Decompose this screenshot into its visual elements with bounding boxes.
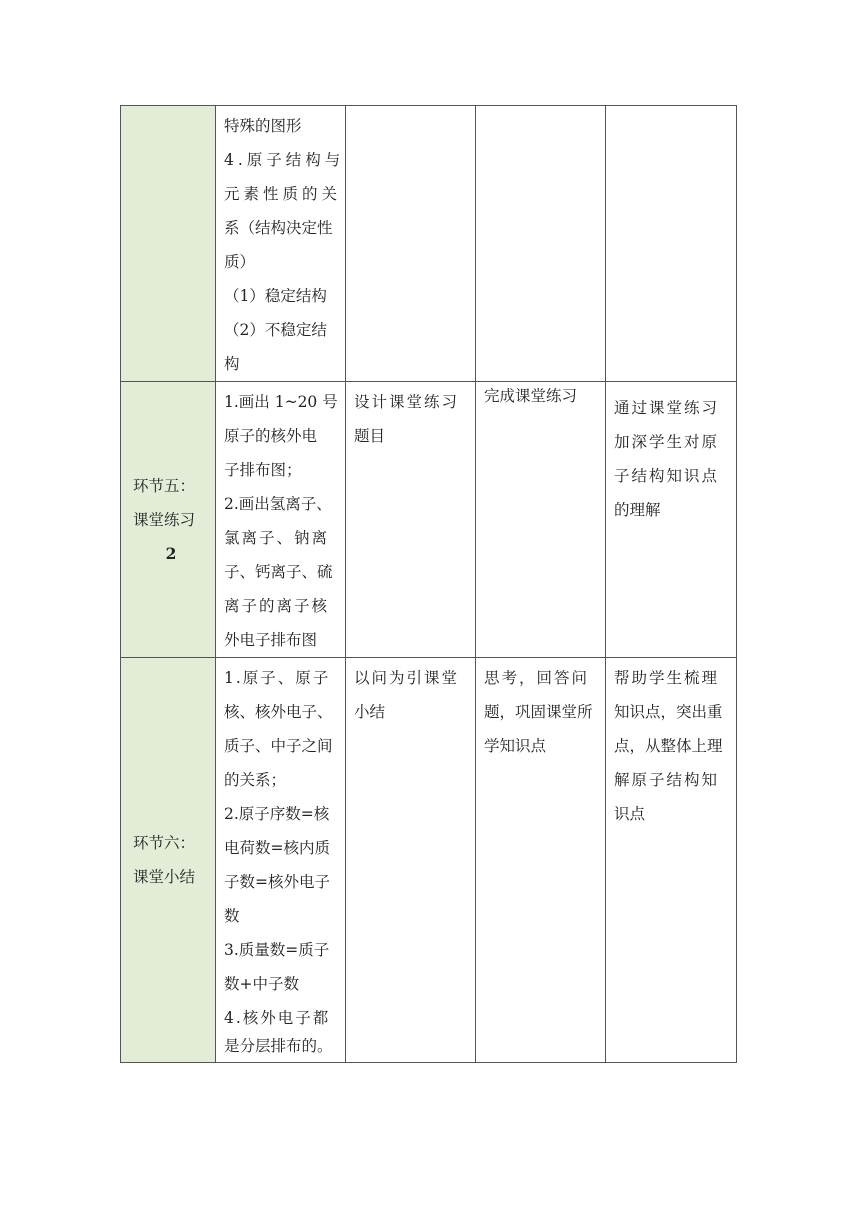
stage-cell xyxy=(121,106,216,382)
cell-line: 构 xyxy=(224,355,240,373)
stage-label: 环节六： xyxy=(133,834,196,852)
cell-line: 电荷数=核内质 xyxy=(224,839,330,857)
design-intent-cell xyxy=(606,382,737,658)
cell-line: 子结构知识点 xyxy=(614,467,720,485)
cell-line: 核、核外电子、 xyxy=(224,703,333,721)
table-row xyxy=(121,382,737,658)
student-activity-cell xyxy=(476,658,606,1063)
cell-line: 氯离子、钠离 xyxy=(224,529,330,547)
teacher-activity-cell xyxy=(346,658,476,1063)
cell-line: 帮助学生梳理 xyxy=(614,669,720,687)
cell-line: 学知识点 xyxy=(484,737,547,755)
cell-line: 思考，回答问 xyxy=(484,669,590,687)
content-cell xyxy=(216,658,346,1063)
cell-line: 解原子结构知 xyxy=(614,771,720,789)
design-intent-cell xyxy=(606,106,737,382)
cell-line: 原子的核外电 xyxy=(224,427,318,445)
cell-line: 特殊的图形 xyxy=(224,117,302,135)
cell-line: 3.质量数=质子 xyxy=(224,941,330,959)
cell-line: 1.画出 1~20 号 xyxy=(224,393,338,411)
content-cell xyxy=(216,382,346,658)
cell-line: 识点 xyxy=(614,805,646,823)
lesson-plan-table xyxy=(120,105,737,1063)
cell-line: 离子的离子核 xyxy=(224,597,330,615)
teacher-activity-cell xyxy=(346,106,476,382)
stage-cell xyxy=(121,658,216,1063)
cell-line: （2）不稳定结 xyxy=(224,321,327,339)
cell-line: 题目 xyxy=(354,427,386,445)
stage-label: 环节五： xyxy=(133,476,196,495)
cell-line: 通过课堂练习 xyxy=(614,399,720,417)
stage-label: 课堂练习 xyxy=(133,510,196,529)
cell-line: 知识点，突出重 xyxy=(614,703,723,721)
cell-line: 的关系； xyxy=(224,771,287,789)
cell-line: 2.画出氢离子、 xyxy=(224,495,332,513)
cell-line: 数+中子数 xyxy=(224,975,299,993)
cell-line: 系（结构决定性 xyxy=(224,219,333,237)
cell-line: 题，巩固课堂所 xyxy=(484,703,593,721)
cell-line: 1.原子、原子 xyxy=(224,669,331,687)
cell-line: 加深学生对原 xyxy=(614,433,720,451)
stage-number: 2 xyxy=(165,543,177,563)
cell-line: 小结 xyxy=(354,703,386,721)
cell-line: 元素性质的关 xyxy=(224,185,342,203)
design-intent-cell xyxy=(606,658,737,1063)
teacher-activity-cell xyxy=(346,382,476,658)
student-activity-cell xyxy=(476,382,606,658)
cell-line: 子、钙离子、硫 xyxy=(224,563,333,581)
cell-line: 的理解 xyxy=(614,501,661,519)
table-row xyxy=(121,106,737,382)
cell-line: 子排布图； xyxy=(224,461,302,479)
cell-line: 点，从整体上理 xyxy=(614,737,723,755)
cell-line: 2.原子序数=核 xyxy=(224,805,330,823)
stage-cell xyxy=(121,382,216,658)
cell-line: 数 xyxy=(224,907,240,925)
cell-line: 外电子排布图 xyxy=(224,631,318,649)
cell-line: 完成课堂练习 xyxy=(484,387,578,405)
cell-line: 以问为引课堂 xyxy=(354,669,460,687)
table-row xyxy=(121,658,737,1063)
cell-line: 质） xyxy=(224,253,256,271)
stage-label: 课堂小结 xyxy=(133,868,196,886)
cell-line: （1）稳定结构 xyxy=(224,287,327,305)
content-cell xyxy=(216,106,346,382)
cell-line: 质子、中子之间 xyxy=(224,737,333,755)
cell-line: 4.核外电子都 xyxy=(224,1009,331,1027)
student-activity-cell xyxy=(476,106,606,382)
cell-line: 是分层排布的。 xyxy=(224,1037,333,1055)
cell-line: 子数=核外电子 xyxy=(224,873,330,891)
cell-line: 设计课堂练习 xyxy=(354,393,460,411)
cell-line: 4.原子结构与 xyxy=(224,151,345,169)
